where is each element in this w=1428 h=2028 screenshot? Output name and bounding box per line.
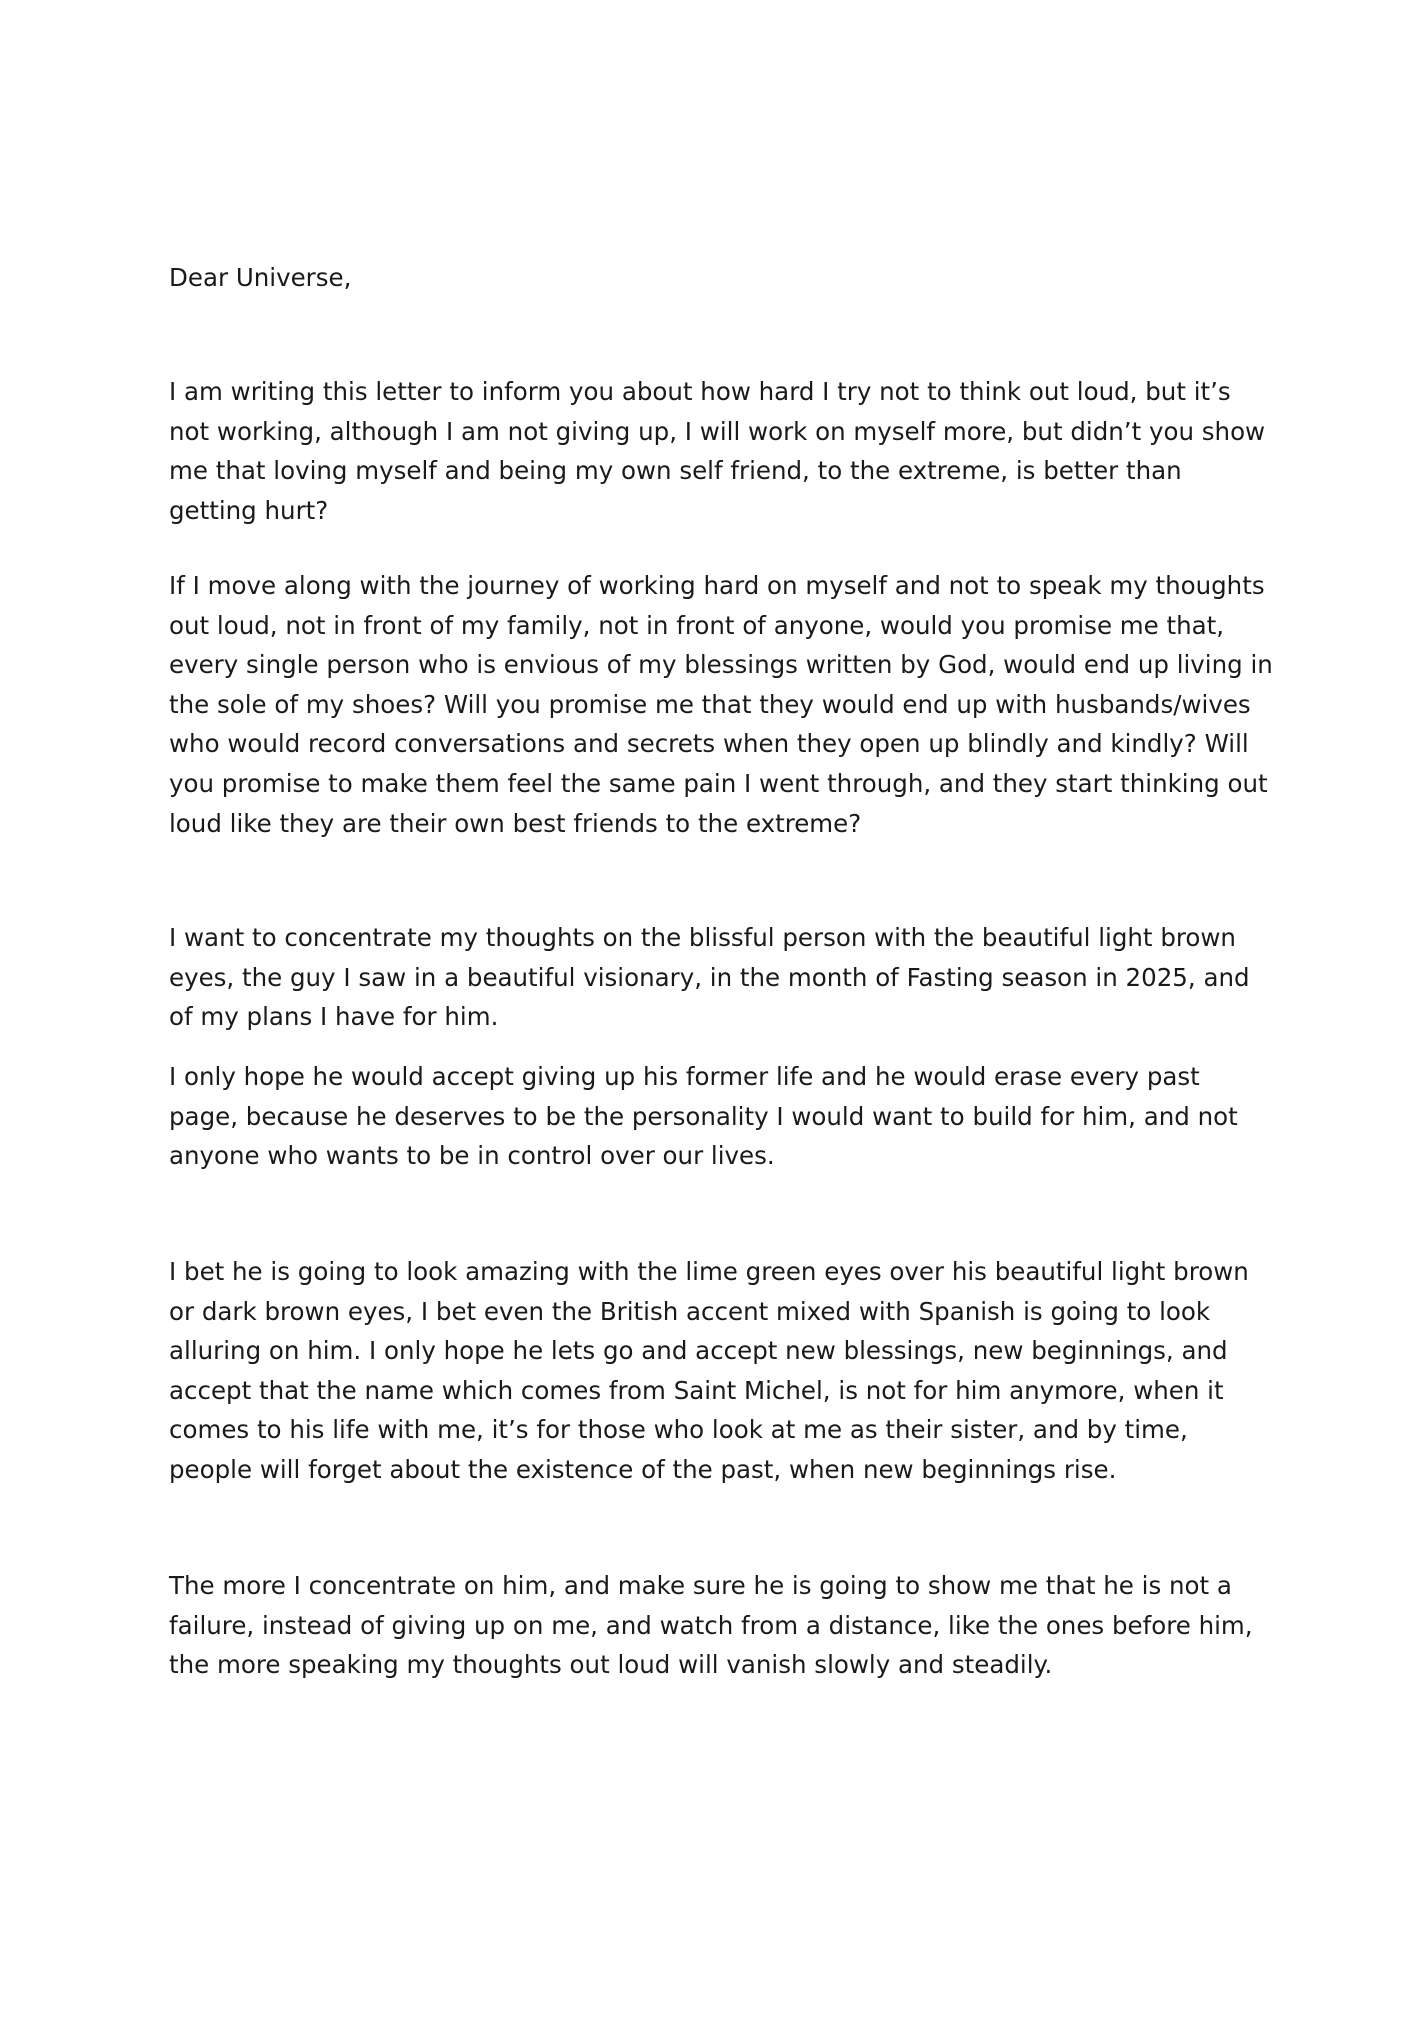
paragraph-6: The more I concentrate on him, and make sure he is going to show me that he is not a failure, instead of giving up on me, and watch from a distance, like the ones before him, the more speaking my thoughts out loud will vanish slowly and steadily. <box>169 1571 1253 1680</box>
paragraph-2: If I move along with the journey of working hard on myself and not to speak my thoughts out loud, not in front of my family, not in front of anyone, would you promise me that, every single person who is envious of my blessings written by God, would end up living in the sole of my shoes? Will you promise me that they would end up with husbands/wives who would record conversations and secrets when they open up blindly and kindly? Will you promise to make them feel the same pain I went through, and they start thinking out loud like they are their own best friends to the extreme? <box>169 571 1273 838</box>
paragraph-3: I want to concentrate my thoughts on the blissful person with the beautiful light brown eyes, the guy I saw in a beautiful visionary, in the month of Fasting season in 2025, and of my plans I have for him. <box>169 923 1250 1032</box>
paragraph-5: I bet he is going to look amazing with the lime green eyes over his beautiful light brown or dark brown eyes, I bet even the British accent mixed with Spanish is going to look alluring on him. I only hope he lets go and accept new blessings, new beginnings, and accept that the name which comes from Saint Michel, is not for him anymore, when it comes to his life with me, it’s for those who look at me as their sister, and by time, people will forget about the existence of the past, when new beginnings rise. <box>169 1257 1249 1484</box>
paragraph-4: I only hope he would accept giving up his former life and he would erase every past page, because he deserves to be the personality I would want to build for him, and not anyone who wants to be in control over our lives. <box>169 1062 1238 1171</box>
salutation: Dear Universe, <box>169 263 352 292</box>
paragraph-1: I am writing this letter to inform you about how hard I try not to think out loud, but it’s not working, although I am not giving up, I will work on myself more, but didn’t you show me that loving myself and being my own self friend, to the extreme, is better than getting hurt? <box>169 377 1266 525</box>
